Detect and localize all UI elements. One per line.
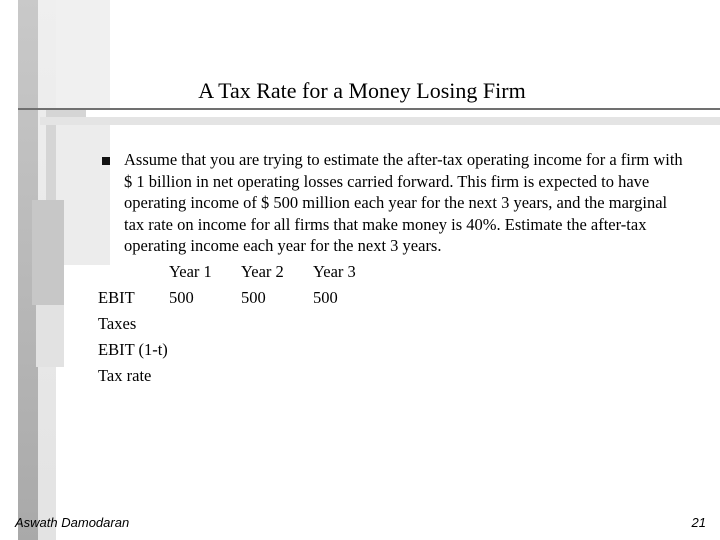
decorative-block-lower-light bbox=[36, 305, 64, 367]
bullet-text: Assume that you are trying to estimate the after-tax operating income for a firm with $ 1 billion in net operating losses carried forward. This firm is expected to have operating income of $ 500 million each year for the next 3 years, and the marginal tax rate on income for all firms that make money is 40%. Estimate the after-tax operating income each year for the next 3 years. bbox=[124, 150, 683, 255]
title-underline bbox=[18, 108, 720, 110]
row-label-ebit: EBIT bbox=[98, 288, 135, 307]
row-label-tax-rate: Tax rate bbox=[98, 366, 152, 385]
column-header-year-2: Year 2 bbox=[241, 262, 284, 281]
decorative-block-middle-mid bbox=[32, 200, 64, 305]
cell-ebit-year-3: 500 bbox=[313, 288, 338, 307]
column-header-year-1: Year 1 bbox=[169, 262, 212, 281]
column-header-year-3: Year 3 bbox=[313, 262, 356, 281]
slide-title: A Tax Rate for a Money Losing Firm bbox=[198, 78, 526, 103]
bullet-square-icon bbox=[102, 157, 110, 165]
footer-page-number: 21 bbox=[691, 515, 706, 530]
row-label-taxes: Taxes bbox=[98, 314, 137, 333]
row-label-ebit-after-tax: EBIT (1-t) bbox=[98, 340, 168, 359]
cell-ebit-year-2: 500 bbox=[241, 288, 266, 307]
cell-ebit-year-1: 500 bbox=[169, 288, 194, 307]
footer-author: Aswath Damodaran bbox=[15, 515, 130, 530]
decorative-block-middle-light bbox=[56, 125, 110, 265]
title-shadow-band bbox=[40, 117, 720, 125]
